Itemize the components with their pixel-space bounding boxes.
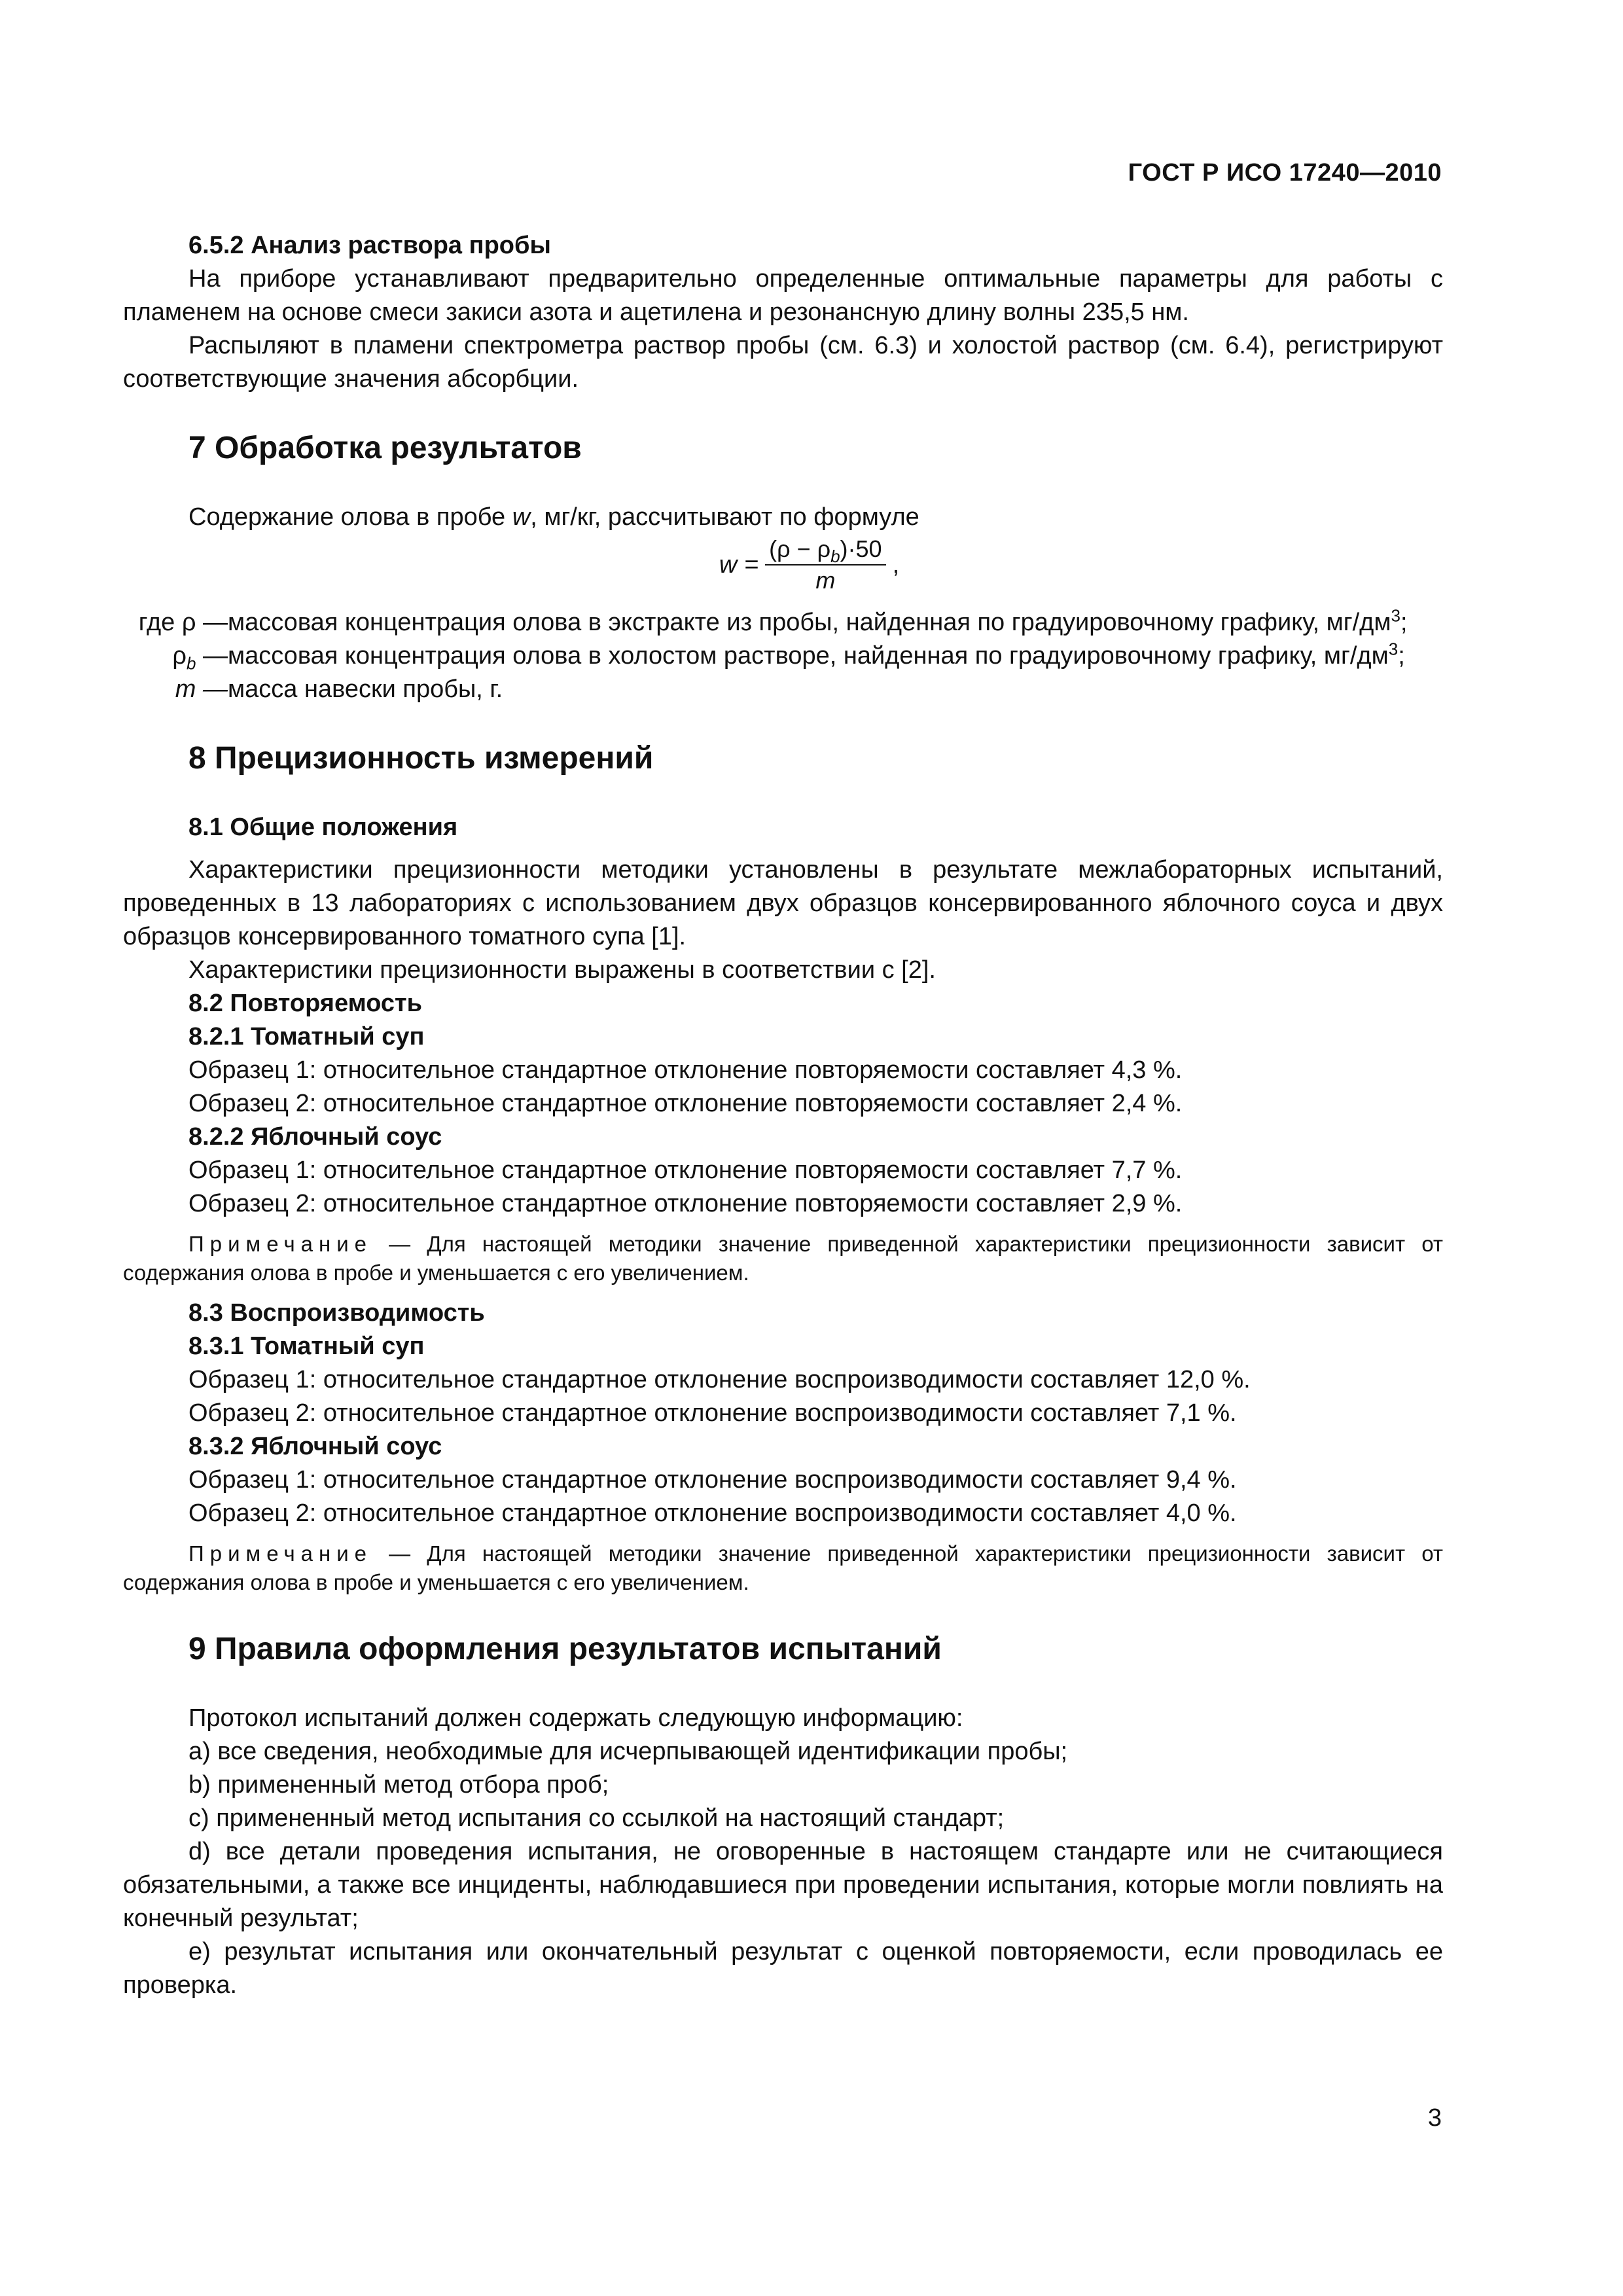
formula: w = $\frac{(\rho - \rho_b)\cdot 50}{m}$ , [123,534,1443,606]
section-heading-9: 9 Правила оформления результатов испытаний [188,1632,942,1666]
paragraph: Характеристики прецизионности выражены в соответствии с [2]. [188,956,936,984]
page-number: 3 [1427,2104,1442,2132]
subsection-heading-6-5-2: 6.5.2 Анализ раствора пробы [188,232,551,259]
list-item: c) примененный метод испытания со ссылкой на настоящий стандарт; [188,1804,1005,1832]
definition-symbol: $\rho_b$ — [172,642,228,673]
result-line: Образец 2: относительное стандартное отклонение повторяемости составляет 2,4 %. [188,1090,1183,1117]
formula-intro: Содержание олова в пробе w, мг/кг, рассчитывают по формуле [188,503,919,531]
result-line: Образец 1: относительное стандартное отклонение повторяемости составляет 7,7 %. [188,1157,1183,1184]
list-item: a) все сведения, необходимые для исчерпывающей идентификации пробы; [188,1738,1068,1765]
standard-code: ГОСТ Р ИСО 17240—2010 [1128,159,1442,187]
list-item: e) результат испытания или окончательный результат с оценкой повторяемости, если проводилась ее проверка. [123,1938,1443,1999]
definition-symbol: где ρ — [138,609,228,636]
paragraph: На приборе устанавливают предварительно определенные оптимальные параметры для работы с пламенем на основе смеси закиси азота и ацетилена и резонансную длину волны 235,5 нм. [123,265,1443,326]
formula-fraction [765,534,885,596]
note: Примечание — Для настоящей методики значение приведенной характеристики прецизионности зависит от содержания олова в пробе и уменьшается с его увеличением. [123,1541,1443,1594]
formula-lhs: w = [719,550,759,579]
result-line: Образец 2: относительное стандартное отклонение воспроизводимости составляет 4,0 %. [188,1499,1237,1527]
formula-numerator: $(\rho - \rho_b)\cdot 50$ [765,534,885,565]
note: Примечание — Для настоящей методики значение приведенной характеристики прецизионности зависит от содержания олова в пробе и уменьшается с его увеличением. [123,1232,1443,1285]
definition-text: массовая концентрация олова в холостом растворе, найденная по градуировочному графику, $мг/дм^3$; [228,639,1405,670]
page-content [123,229,1443,2002]
subsection-heading-8-3-1: 8.3.1 Томатный суп [188,1333,425,1360]
subsection-heading-8-2-2: 8.2.2 Яблочный соус [188,1123,442,1151]
subsection-heading-8-3-2: 8.3.2 Яблочный соус [188,1433,442,1460]
list-item: b) примененный метод отбора проб; [188,1771,609,1799]
subsection-heading-8-2: 8.2 Повторяемость [188,990,423,1017]
result-line: Образец 2: относительное стандартное отклонение воспроизводимости составляет 7,1 %. [188,1399,1237,1427]
paragraph: Характеристики прецизионности методики установлены в результате межлабораторных испытаний, проведенных в 13 лабораториях с использованием двух образцов консервированного яблочного соуса и двух образцов консервированного томатного супа [1]. [123,856,1443,950]
subsection-heading-8-3: 8.3 Воспроизводимость [188,1299,485,1327]
result-line: Образец 1: относительное стандартное отклонение повторяемости составляет 4,3 %. [188,1056,1183,1084]
result-line: Образец 1: относительное стандартное отклонение воспроизводимости составляет 12,0 %. [188,1366,1251,1393]
subsection-heading-8-2-1: 8.2.1 Томатный суп [188,1023,425,1050]
list-item: d) все детали проведения испытания, не оговоренные в настоящем стандарте или не считающиеся обязательными, а также все инциденты, наблюдавшиеся при проведении испытания, которые могли повлиять на конечный результат; [123,1838,1443,1932]
definition-text: массовая концентрация олова в экстракте из пробы, найденная по градуировочному графику, $мг/дм^3$; [228,605,1408,636]
definition-text: масса навески пробы, г. [228,675,503,703]
definition-symbol: m — [175,675,228,703]
subsection-heading-8-1: 8.1 Общие положения [188,814,458,841]
paragraph: Протокол испытаний должен содержать следующую информацию: [188,1704,963,1732]
section-heading-8: 8 Прецизионность измерений [188,741,654,776]
variable-definitions [123,606,1443,706]
formula-denominator: m [815,567,836,594]
section-heading-7: 7 Обработка результатов [188,431,582,465]
result-line: Образец 2: относительное стандартное отклонение повторяемости составляет 2,9 %. [188,1190,1183,1217]
paragraph: Распыляют в пламени спектрометра раствор пробы (см. 6.3) и холостой раствор (см. 6.4), регистрируют соответствующие значения абсорбции. [123,332,1443,393]
result-line: Образец 1: относительное стандартное отклонение воспроизводимости составляет 9,4 %. [188,1466,1237,1494]
